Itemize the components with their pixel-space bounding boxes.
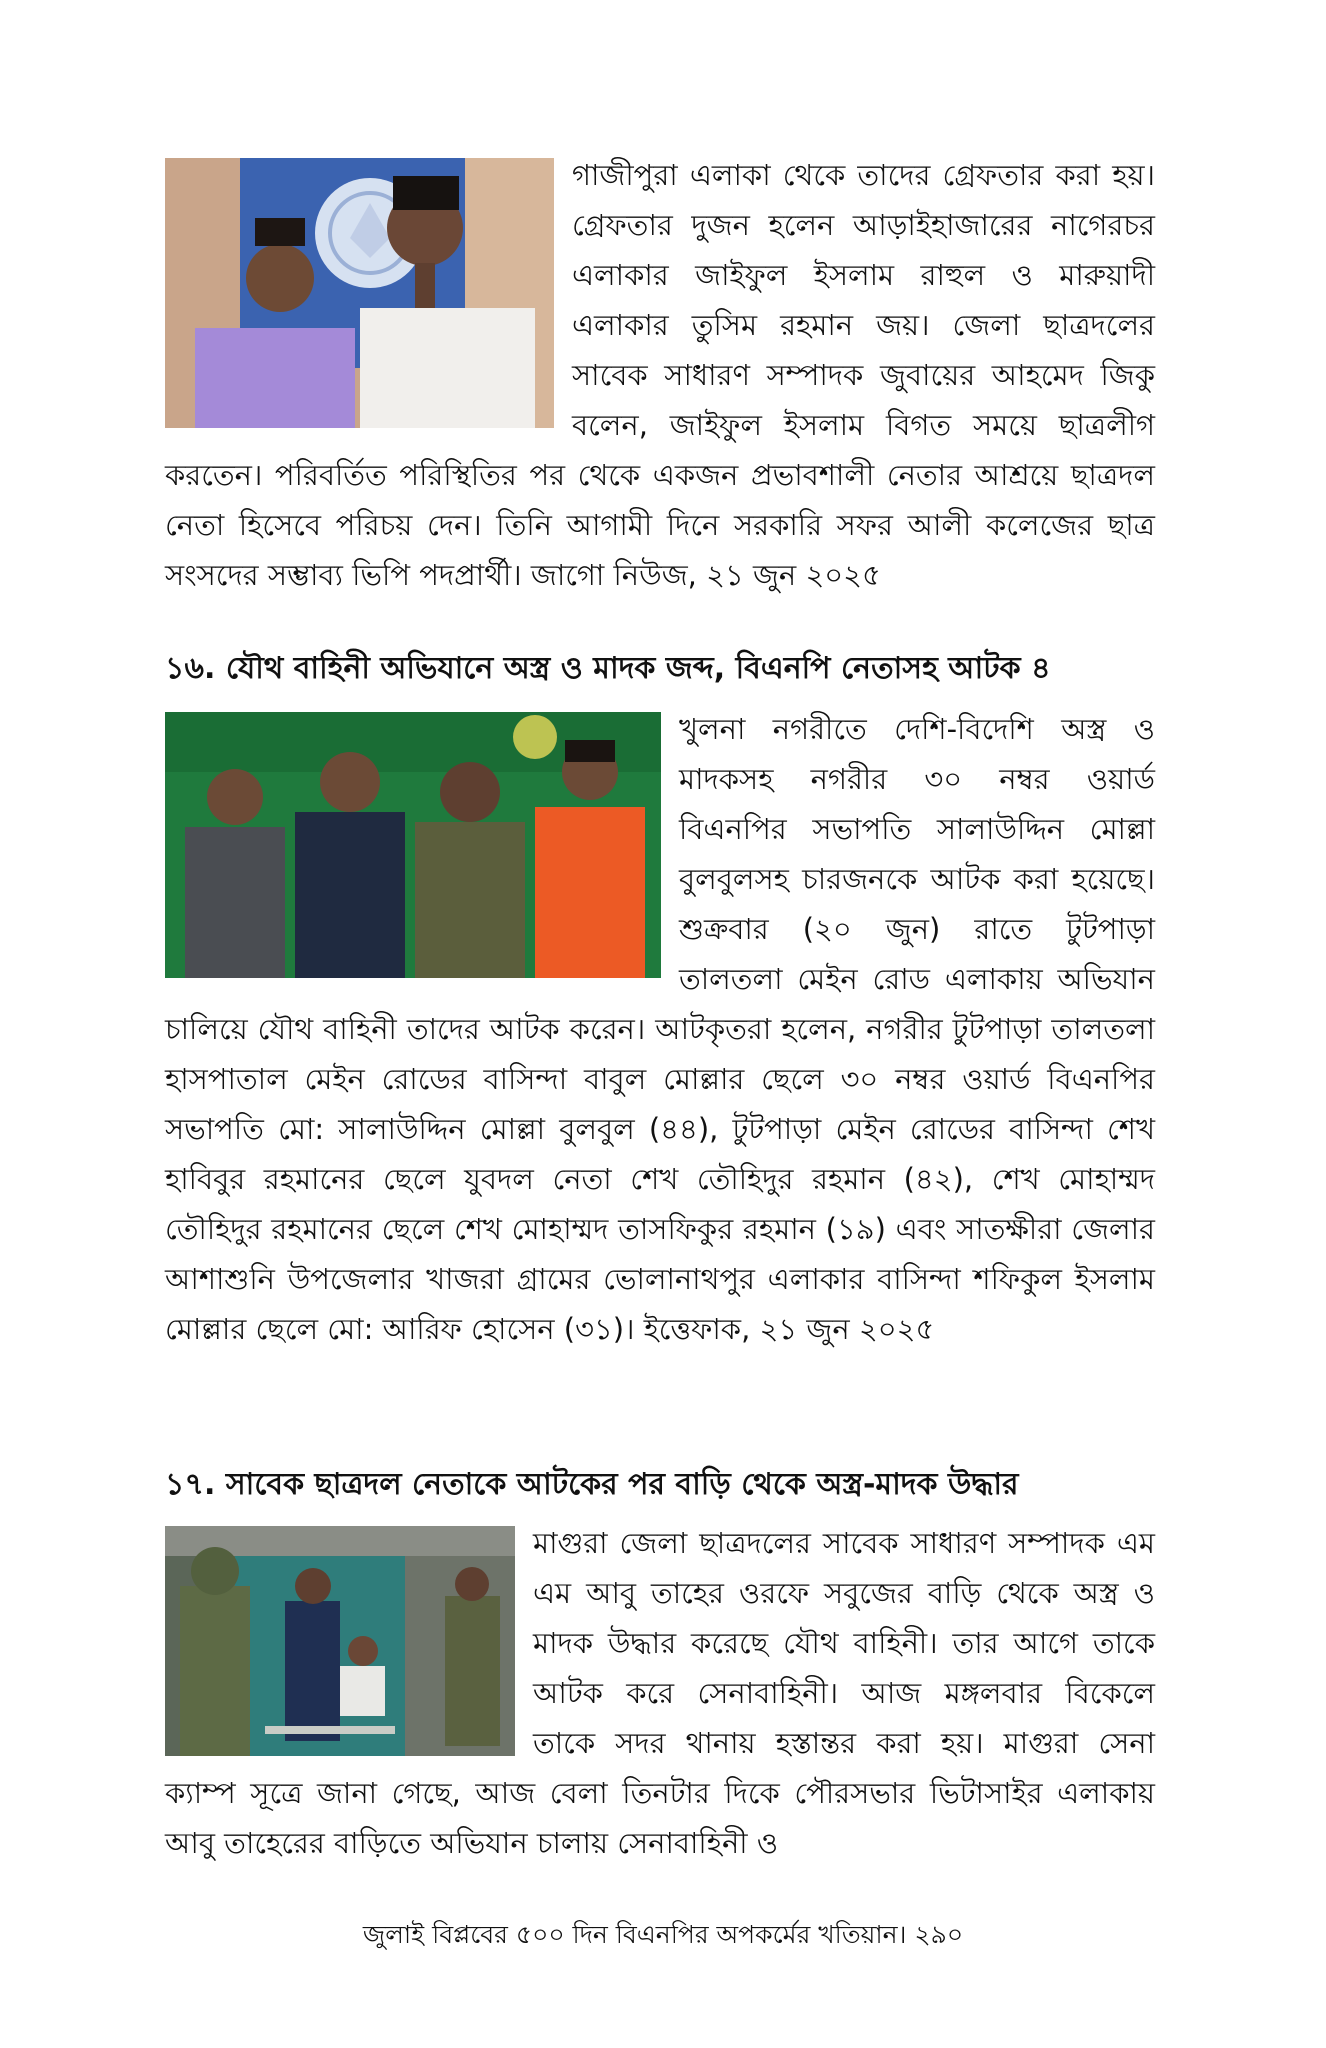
article-15-block — [165, 150, 1155, 600]
article-15-paragraph: গাজীপুরা এলাকা থেকে তাদের গ্রেফতার করা হয়। গ্রেফতার দুজন হলেন আড়াইহাজারের নাগেরচর এলাকার জাইফুল ইসলাম রাহুল ও মারুয়াদী এলাকার তুসিম রহমান জয়। জেলা ছাত্রদলের সাবেক সাধারণ সম্পাদক জুবায়ের আহমেদ জিকু বলেন, জাইফুল ইসলাম বিগত সময়ে ছাত্রলীগ করতেন। পরিবর্তিত পরিস্থিতির পর থেকে একজন প্রভাবশালী নেতার আশ্রয়ে ছাত্রদল নেতা হিসেবে পরিচয় দেন। তিনি আগামী দিনে সরকারি সফর আলী কলেজের ছাত্র সংসদের সম্ভাব্য ভিপি পদপ্রার্থী। জাগো নিউজ, ২১ জুন ২০২৫ — [165, 158, 1155, 592]
article-17-block — [165, 1518, 1155, 1868]
article-17-paragraph: মাগুরা জেলা ছাত্রদলের সাবেক সাধারণ সম্পাদক এম এম আবু তাহের ওরফে সবুজের বাড়ি থেকে অস্ত্র ও মাদক উদ্ধার করেছে যৌথ বাহিনী। তার আগে তাকে আটক করে সেনাবাহিনী। আজ মঙ্গলবার বিকেলে তাকে সদর থানায় হস্তান্তর করা হয়। মাগুরা সেনা ক্যাম্প সূত্রে জানা গেছে, আজ বেলা তিনটার দিকে পৌরসভার ভিটাসাইর এলাকায় আবু তাহেরের বাড়িতে অভিযান চালায় সেনাবাহিনী ও — [165, 1526, 1155, 1860]
article-16-heading: ১৬. যৌথ বাহিনী অভিযানে অস্ত্র ও মাদক জব্দ, বিএনপি নেতাসহ আটক ৪ — [165, 651, 1051, 686]
page-footer: জুলাই বিপ্লবের ৫০০ দিন বিএনপির অপকর্মের খতিয়ান। ২৯০ — [362, 1920, 964, 1949]
article-17-heading: ১৭. সাবেক ছাত্রদল নেতাকে আটকের পর বাড়ি থেকে অস্ত্র-মাদক উদ্ধার — [165, 1467, 1019, 1502]
article-15-photo — [165, 158, 554, 428]
article-16-block — [165, 704, 1155, 1354]
article-17-photo — [165, 1526, 515, 1756]
article-16-photo — [165, 712, 661, 978]
article-16-paragraph: খুলনা নগরীতে দেশি-বিদেশি অস্ত্র ও মাদকসহ নগরীর ৩০ নম্বর ওয়ার্ড বিএনপির সভাপতি সালাউদ্দিন মোল্লা বুলবুলসহ চারজনকে আটক করা হয়েছে। শুক্রবার (২০ জুন) রাতে টুটপাড়া তালতলা মেইন রোড এলাকায় অভিযান চালিয়ে যৌথ বাহিনী তাদের আটক করেন। আটকৃতরা হলেন, নগরীর টুটপাড়া তালতলা হাসপাতাল মেইন রোডের বাসিন্দা বাবুল মোল্লার ছেলে ৩০ নম্বর ওয়ার্ড বিএনপির সভাপতি মো: সালাউদ্দিন মোল্লা বুলবুল (৪৪), টুটপাড়া মেইন রোডের বাসিন্দা শেখ হাবিবুর রহমানের ছেলে যুবদল নেতা শেখ তৌহিদুর রহমান (৪২), শেখ মোহাম্মদ তৌহিদুর রহমানের ছেলে শেখ মোহাম্মদ তাসফিকুর রহমান (১৯) এবং সাতক্ষীরা জেলার আশাশুনি উপজেলার খাজরা গ্রামের ভোলানাথপুর এলাকার বাসিন্দা শফিকুল ইসলাম মোল্লার ছেলে মো: আরিফ হোসেন (৩১)। ইত্তেফাক, ২১ জুন ২০২৫ — [165, 712, 1155, 1346]
